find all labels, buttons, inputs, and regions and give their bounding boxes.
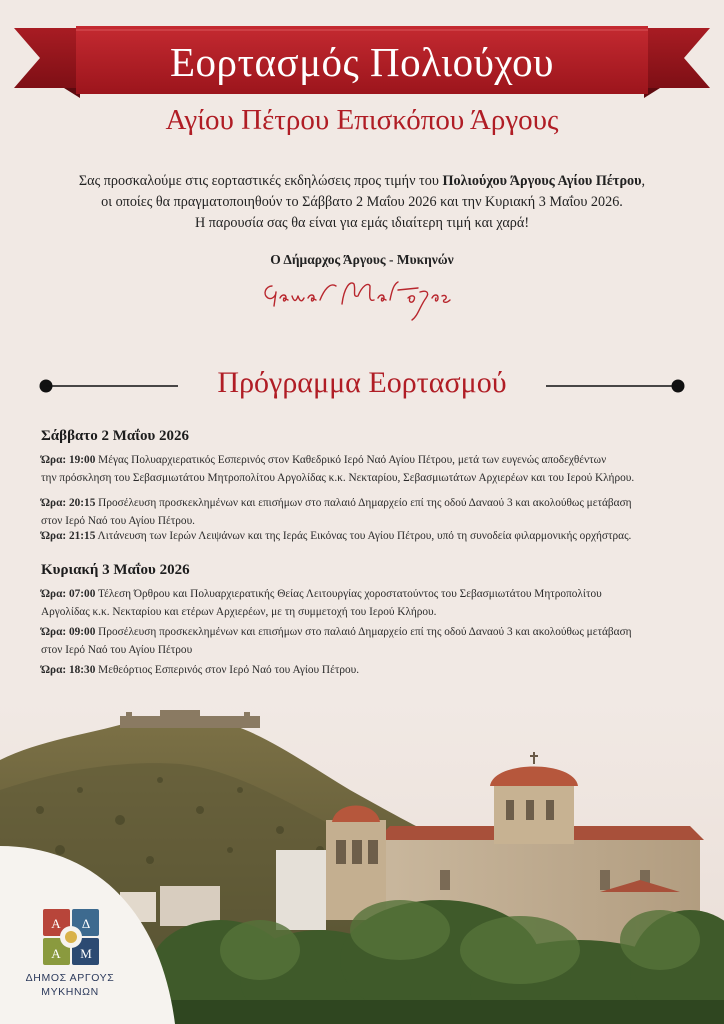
intro-line-2: οι οποίες θα πραγματοποιηθούν το Σάββατο 2 Μαΐου 2026 και την Κυριακή 3 Μαΐου 2026. — [101, 194, 623, 210]
mayor-signature — [258, 272, 458, 324]
day-title-saturday: Σάββατο 2 Μαΐου 2026 — [41, 428, 189, 444]
schedule-item: Ώρα: 21:15 Λιτάνευση των Ιερών Λειψάνων και της Ιεράς Εικόνας του Αγίου Πέτρου, υπό τη συνοδεία φιλαρμονικής ορχήστρας. — [41, 530, 632, 542]
svg-text:Μ: Μ — [80, 946, 92, 961]
svg-text:Δ: Δ — [81, 916, 91, 931]
program-title: Πρόγραμμα Εορτασμού — [217, 366, 507, 399]
title-ribbon — [0, 0, 724, 110]
svg-text:Α: Α — [51, 946, 61, 961]
schedule-time: Ώρα: 09:00 — [41, 626, 96, 638]
intro-line-1: Σας προσκαλούμε στις εορταστικές εκδηλώσεις προς τιμήν του Πολιούχου Άργους Αγίου Πέτρου, — [78, 173, 646, 189]
schedule-time: Ώρα: 20:15 — [41, 497, 96, 509]
schedule-time: Ώρα: 07:00 — [41, 588, 96, 600]
schedule-item: Ώρα: 18:30 Μεθεόρτιος Εσπερινός στον Ιερό Ναό του Αγίου Πέτρου. — [41, 664, 360, 676]
municipality-name-line-1: ΔΗΜΟΣ ΑΡΓΟΥΣ — [25, 972, 115, 984]
schedule-item: Ώρα: 09:00 Προσέλευση προσκεκλημένων και επισήμων στο παλαιό Δημαρχείο επί της οδού Δαναού 3 και ακολούθως μετάβαση στον Ιερό Ναό του Αγίου Πέτρου — [41, 626, 632, 656]
svg-text:Α: Α — [51, 916, 61, 931]
schedule-time: Ώρα: 19:00 — [41, 454, 96, 466]
schedule-time: Ώρα: 21:15 — [41, 530, 96, 542]
schedule-time: Ώρα: 18:30 — [41, 664, 96, 676]
page-title: Εορτασμός Πολιούχου — [170, 39, 554, 85]
intro-paragraph — [20, 171, 704, 234]
municipality-name-line-2: ΜΥΚΗΝΩΝ — [41, 986, 99, 998]
day-title-sunday: Κυριακή 3 Μαΐου 2026 — [41, 562, 190, 578]
schedule-item: Ώρα: 20:15 Προσέλευση προσκεκλημένων και επισήμων στο παλαιό Δημαρχείο επί της οδού Δαναού 3 και ακολούθως μετάβαση στον Ιερό Ναό του Αγίου Πέτρου. — [41, 497, 632, 527]
schedule-item: Ώρα: 07:00 Τέλεση Όρθρου και Πολυαρχιερατικής Θείας Λειτουργίας χοροστατούντος του Σεβασμιωτάτου Μητροπολίτου Αργολίδας κ.κ. Νεκταρίου και ετέρων Αρχιερέων, με τη συμμετοχή του Ιερού Κλήρου. — [41, 588, 602, 618]
municipality-logo-icon — [42, 908, 100, 966]
schedule-item: Ώρα: 19:00 Μέγας Πολυαρχιερατικός Εσπερινός στον Καθεδρικό Ιερό Ναό Αγίου Πέτρου, μετά των ευγενώς αποδεχθέντων την πρόσκληση του Σεβασμιωτάτου Μητροπολίτου Αργολίδας κ.κ. Νεκταρίου, Σεβασμιωτάτων Αρχιερέων και του Ιερού Κλήρου. — [41, 454, 635, 484]
page-subtitle: Αγίου Πέτρου Επισκόπου Άργους — [165, 104, 559, 136]
patron-name: Πολιούχου Άργους Αγίου Πέτρου — [442, 173, 642, 189]
intro-line-3: Η παρουσία σας θα είναι για εμάς ιδιαίτερη τιμή και χαρά! — [194, 215, 530, 231]
mayor-title: Ο Δήμαρχος Άργους - Μυκηνών — [270, 252, 454, 267]
